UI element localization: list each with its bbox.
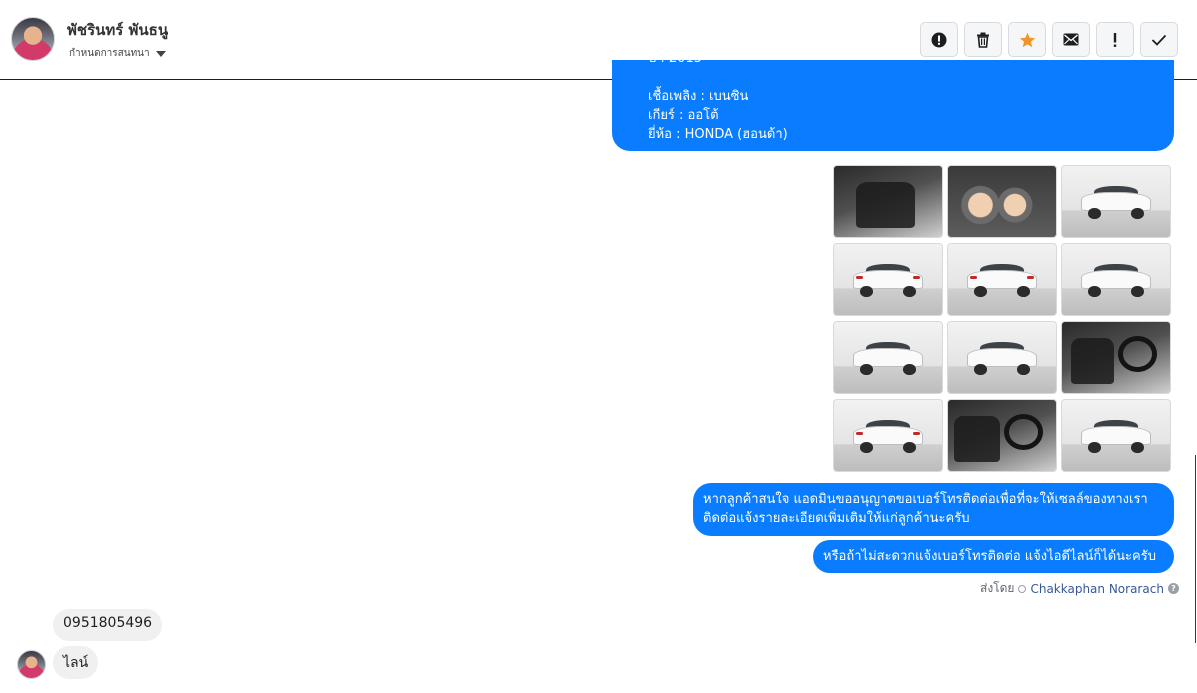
car-photo[interactable] bbox=[947, 165, 1057, 238]
message-line: หากลูกค้าสนใจ แอดมินขออนุญาตขอเบอร์โทรติดต่อเพื่อที่จะให้เซลล์ของทางเรา bbox=[703, 492, 1148, 507]
contact-avatar[interactable] bbox=[11, 17, 55, 61]
important-button[interactable] bbox=[1096, 22, 1134, 57]
spec-line-partial: ปี : 2015 bbox=[648, 51, 702, 66]
contact-avatar-small[interactable] bbox=[17, 650, 46, 679]
trash-icon bbox=[976, 32, 990, 48]
contact-name[interactable]: พัชรินทร์ พันธนู bbox=[67, 21, 169, 39]
car-photo[interactable] bbox=[947, 399, 1057, 472]
mark-unread-button[interactable] bbox=[1052, 22, 1090, 57]
outgoing-message-line-id[interactable]: หรือถ้าไม่สะดวกแจ้งเบอร์โทรติดต่อ แจ้งไอดีไลน์ก็ได้นะครับ bbox=[813, 540, 1174, 573]
car-photo[interactable] bbox=[833, 165, 943, 238]
car-photo[interactable] bbox=[833, 243, 943, 316]
car-photo[interactable] bbox=[1061, 399, 1171, 472]
exclamation-icon bbox=[1112, 32, 1118, 48]
spec-gear: เกียร์ : ออโต้ bbox=[648, 108, 719, 123]
incoming-message-phone[interactable]: 0951805496 bbox=[53, 609, 162, 641]
star-button[interactable] bbox=[1008, 22, 1046, 57]
outgoing-message-request-phone[interactable] bbox=[693, 483, 1174, 536]
envelope-icon bbox=[1063, 33, 1079, 46]
scrollbar[interactable] bbox=[1195, 455, 1196, 643]
car-photo-grid bbox=[833, 165, 1173, 472]
sent-by-agent-link[interactable]: Chakkaphan Norarach bbox=[1030, 581, 1164, 596]
spec-lines bbox=[648, 87, 788, 144]
sent-by-info bbox=[980, 579, 1179, 598]
spec-fuel: เชื้อเพลิง : เบนซิน bbox=[648, 89, 749, 104]
alert-circle-icon bbox=[931, 32, 947, 48]
done-button[interactable] bbox=[1140, 22, 1178, 57]
car-photo[interactable] bbox=[833, 321, 943, 394]
star-icon bbox=[1019, 32, 1036, 48]
help-icon[interactable]: ? bbox=[1168, 583, 1179, 594]
car-photo[interactable] bbox=[1061, 165, 1171, 238]
car-photo[interactable] bbox=[947, 243, 1057, 316]
sent-by-label: ส่งโดย bbox=[980, 581, 1015, 595]
car-photo[interactable] bbox=[947, 321, 1057, 394]
conversation-toolbar bbox=[920, 22, 1178, 57]
agent-status-icon bbox=[1018, 585, 1026, 593]
caret-down-icon bbox=[156, 51, 166, 57]
outgoing-message-car-specs[interactable] bbox=[612, 51, 1174, 151]
car-photo[interactable] bbox=[833, 399, 943, 472]
conversation-status-label: กำหนดการสนทนา bbox=[69, 48, 150, 59]
check-icon bbox=[1151, 34, 1167, 46]
incoming-message-line[interactable]: ไลน์ bbox=[53, 646, 98, 679]
car-photo[interactable] bbox=[1061, 321, 1171, 394]
car-photo[interactable] bbox=[1061, 243, 1171, 316]
spec-brand: ยี่ห้อ : HONDA (ฮอนด้า) bbox=[648, 127, 788, 142]
delete-button[interactable] bbox=[964, 22, 1002, 57]
message-line: ติดต่อแจ้งรายละเอียดเพิ่มเติมให้แก่ลูกค้านะครับ bbox=[703, 511, 970, 526]
mark-spam-button[interactable] bbox=[920, 22, 958, 57]
conversation-status-dropdown[interactable] bbox=[69, 46, 166, 61]
